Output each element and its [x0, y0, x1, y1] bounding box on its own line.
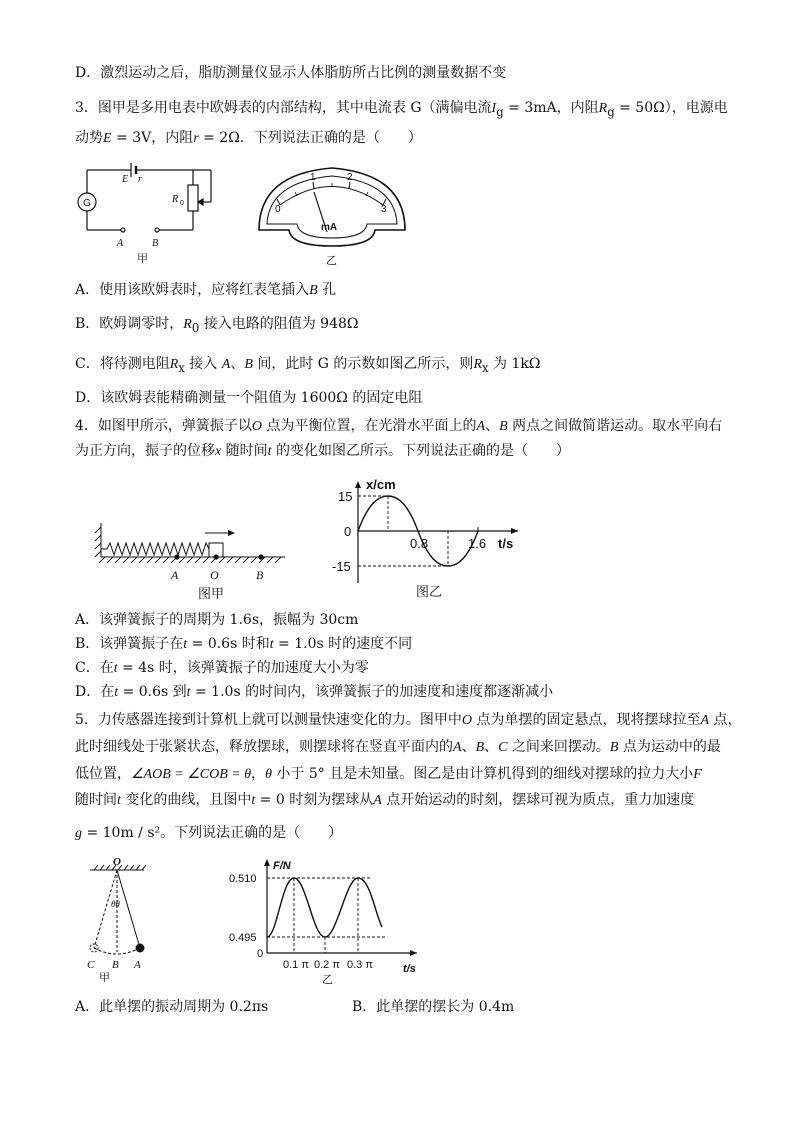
r0-subscript: 0 [180, 200, 184, 207]
meter-unit: mA [321, 222, 338, 233]
point-b-label: B [256, 568, 264, 582]
q3-figure-jia-label: 甲 [137, 253, 148, 265]
q5-figure-yi-label: 乙 [322, 974, 333, 986]
q3-option-c: C．将待测电阻$R_x$ 接入 A、B 间，此时 G 的示数如图乙所示，则$R_x$ 为 1kΩ [75, 356, 541, 375]
q4-y-axis-label: x/cm [366, 477, 396, 492]
q3-option-a: A．使用该欧姆表时，应将红表笔插入B 孔 [75, 282, 337, 298]
q3-stem-line1: 3．图甲是多用电表中欧姆表的内部结构，其中电流表 G（满偏电流$I_g = 3mA$，内阻$R_g = 50\Omega$），电源电 [75, 100, 728, 119]
q4-option-a: A．该弹簧振子的周期为 1.6s，振幅为 30cm [75, 612, 359, 628]
q5-y-axis-label: F/N [273, 860, 291, 872]
q3-stem-line2: 动势E = 3V，内阻r = 2Ω．下列说法正确的是（ ） [75, 130, 422, 146]
q5-ft-graph [225, 853, 430, 988]
q4-xt-graph [330, 475, 530, 600]
galvanometer-label: G [83, 198, 91, 209]
q3-option-d: D．该欧姆表能精确测量一个阻值为 1600Ω 的固定电阻 [75, 390, 423, 406]
q5-stem-line3: 低位置，∠AOB = ∠COB = θ，θ 小于 5° 且是未知量。图乙是由计算机得到的细线对摆球的拉力大小F [75, 766, 702, 782]
q5-x-tick-0.2pi: 0.2 π [314, 959, 340, 971]
q5-option-b: B．此单摆的摆长为 0.4m [352, 999, 515, 1015]
q5-stem-line4: 随时间t 变化的曲线，且图中t = 0 时刻为摆球从A 点开始运动的时刻，摆球可视为质点，重力加速度 [75, 792, 695, 808]
q4-figure-jia-label: 图甲 [198, 586, 225, 600]
q4-option-d: D．在t = 0.6s 到t = 1.0s 的时间内，该弹簧振子的加速度和速度都逐渐减小 [75, 684, 554, 700]
theta-angles-label: θθ [111, 899, 120, 909]
q5-x-tick-0.1pi: 0.1 π [283, 959, 309, 971]
meter-tick-0: 0 [275, 204, 281, 215]
point-b-label: B [112, 959, 119, 971]
q5-stem-line5: g = 10m / s²。下列说法正确的是（ ） [75, 825, 343, 841]
point-a-label: A [171, 568, 179, 582]
q5-figure-jia-label: 甲 [99, 972, 110, 984]
point-o-label: O [210, 568, 219, 582]
point-a-label: A [134, 959, 141, 971]
meter-tick-1: 1 [310, 172, 316, 183]
meter-tick-2: 2 [347, 172, 353, 183]
emf-label: E [122, 174, 129, 185]
r0-label: R [172, 194, 179, 205]
q4-option-b: B．该弹簧振子在t = 0.6s 时和t = 1.0s 时的速度不同 [75, 636, 413, 652]
q4-y-tick-minus15: -15 [332, 559, 351, 574]
q4-stem-line2: 为正方向，振子的位移x 随时间t 的变化如图乙所示。下列说法正确的是（ ） [75, 443, 571, 459]
q2-option-d: D．激烈运动之后，脂肪测量仪显示人体脂肪所占比例的测量数据不变 [75, 65, 507, 81]
q5-x-tick-0.3pi: 0.3 π [347, 959, 373, 971]
q4-figure-yi-label: 图乙 [416, 584, 443, 599]
q5-option-a: A．此单摆的振动周期为 0.2πs [75, 999, 269, 1015]
q5-y-tick-0.510: 0.510 [229, 873, 257, 885]
q4-x-tick-1.6: 1.6 [468, 536, 487, 551]
q4-option-c: C．在t = 4s 时，该弹簧振子的加速度大小为零 [75, 660, 369, 676]
q4-spring-figure [95, 505, 290, 600]
terminal-b-label: B [152, 238, 159, 249]
internal-resistance-label: r [138, 174, 142, 185]
q5-y-tick-0.495: 0.495 [229, 932, 257, 944]
q4-y-tick-0: 0 [344, 524, 352, 539]
point-c-label: C [87, 959, 95, 971]
q4-x-tick-0.8: 0.8 [410, 536, 429, 551]
q5-stem-line1: 5．力传感器连接到计算机上就可以测量快速变化的力。图甲中O 点为单摆的固定悬点，现将摆球拉至A 点， [75, 712, 742, 728]
q5-origin-label: 0 [257, 948, 264, 960]
q3-circuit-figure [75, 160, 225, 265]
q3-figure-yi-label: 乙 [326, 255, 337, 267]
q3-option-b: B．欧姆调零时，$R_0$ 接入电路的阻值为 948Ω [75, 316, 359, 335]
q4-stem-line1: 4．如图甲所示，弹簧振子以O 点为平衡位置，在光滑水平面上的A、B 两点之间做简谐运动。取水平向右 [75, 418, 723, 434]
q5-x-axis-label: t/s [403, 963, 416, 975]
q3-meter-figure [255, 160, 410, 270]
q4-x-axis-label: t/s [498, 536, 514, 551]
meter-tick-3: 3 [381, 204, 387, 215]
q5-pendulum-figure [82, 852, 162, 987]
q4-y-tick-15: 15 [338, 489, 353, 504]
q5-stem-line2: 此时细线处于张紧状态，释放摆球，则摆球将在竖直平面内的A、B、C 之间来回摆动。B 点为运动中的最 [75, 739, 721, 755]
terminal-a-label: A [117, 238, 124, 249]
pivot-o-label: O [113, 856, 121, 868]
